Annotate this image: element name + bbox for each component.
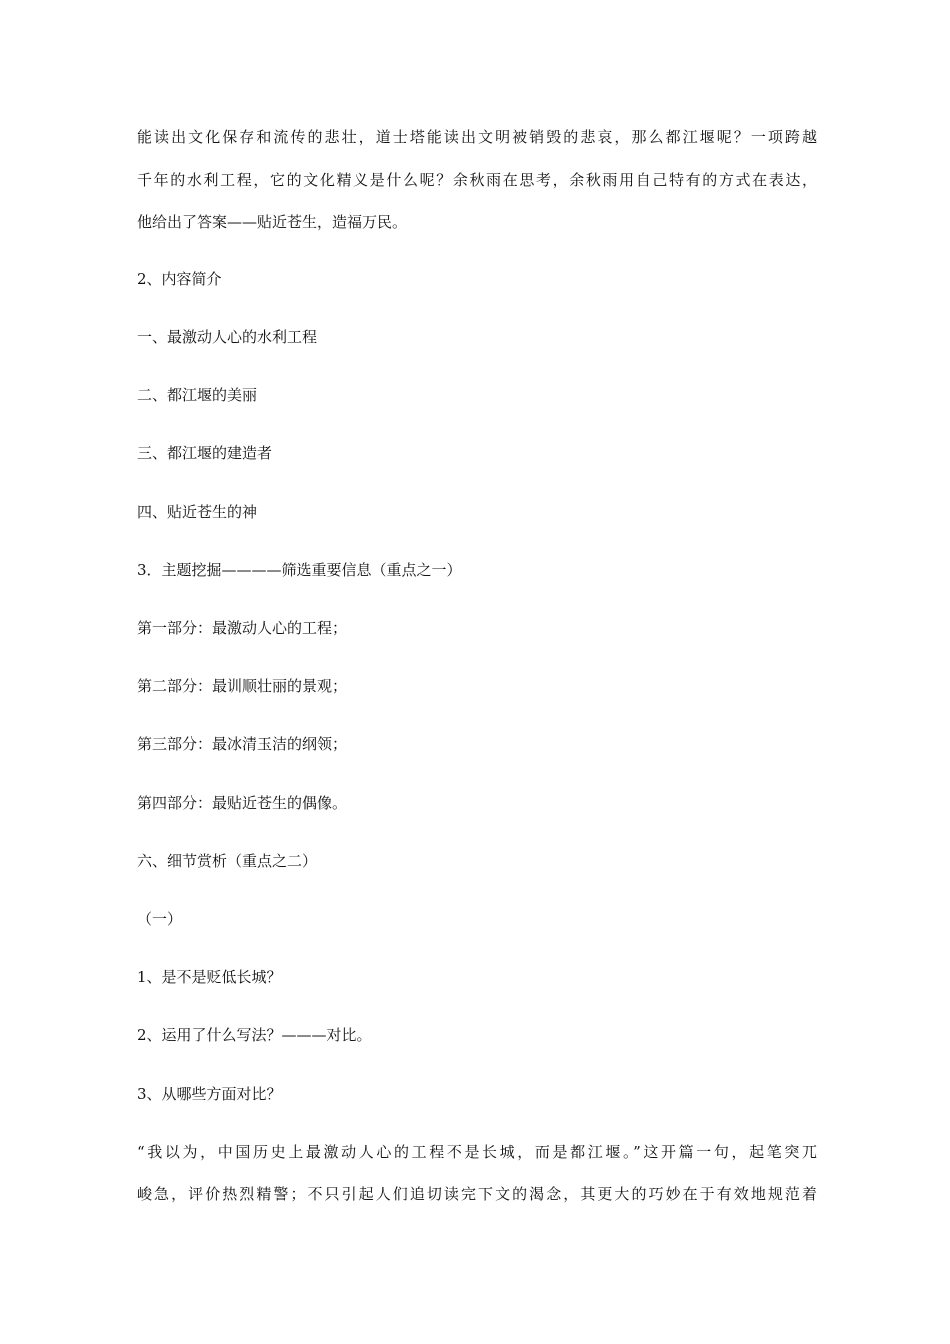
paragraph-line: 能读出文化保存和流传的悲壮，道士塔能读出文明被销毁的悲哀，那么都江堰呢？一项跨越 (137, 128, 817, 146)
section-heading: 六、细节赏析（重点之二） (137, 852, 318, 870)
list-item: 第二部分：最训顺壮丽的景观； (137, 677, 348, 695)
list-item: 一、最激动人心的水利工程 (137, 328, 318, 346)
section-heading: 3．主题挖掘————筛选重要信息（重点之一） (137, 561, 462, 579)
paragraph-line: 千年的水利工程，它的文化精义是什么呢？余秋雨在思考，余秋雨用自己特有的方式在表达， (137, 171, 817, 189)
question-item: 1、是不是贬低长城？ (137, 968, 282, 986)
paragraph-line: 他给出了答案——贴近苍生，造福万民。 (137, 213, 408, 231)
paragraph-line: “我以为，中国历史上最激动人心的工程不是长城，而是都江堰。”这开篇一句，起笔突兀 (137, 1143, 817, 1161)
list-item: 第一部分：最激动人心的工程； (137, 619, 348, 637)
list-item: 三、都江堰的建造者 (137, 444, 273, 462)
question-item: 3、从哪些方面对比？ (137, 1085, 282, 1103)
list-item: 第三部分：最冰清玉洁的纲领； (137, 735, 348, 753)
list-item: 第四部分：最贴近苍生的偶像。 (137, 794, 348, 812)
question-item: 2、运用了什么写法？———对比。 (137, 1026, 372, 1044)
section-heading: 2、内容简介 (137, 270, 222, 288)
subsection-heading: （一） (137, 910, 183, 928)
list-item: 四、贴近苍生的神 (137, 503, 258, 521)
list-item: 二、都江堰的美丽 (137, 386, 258, 404)
paragraph-line: 峻急，评价热烈精警；不只引起人们追切读完下文的渴念，其更大的巧妙在于有效地规范着 (137, 1185, 817, 1203)
